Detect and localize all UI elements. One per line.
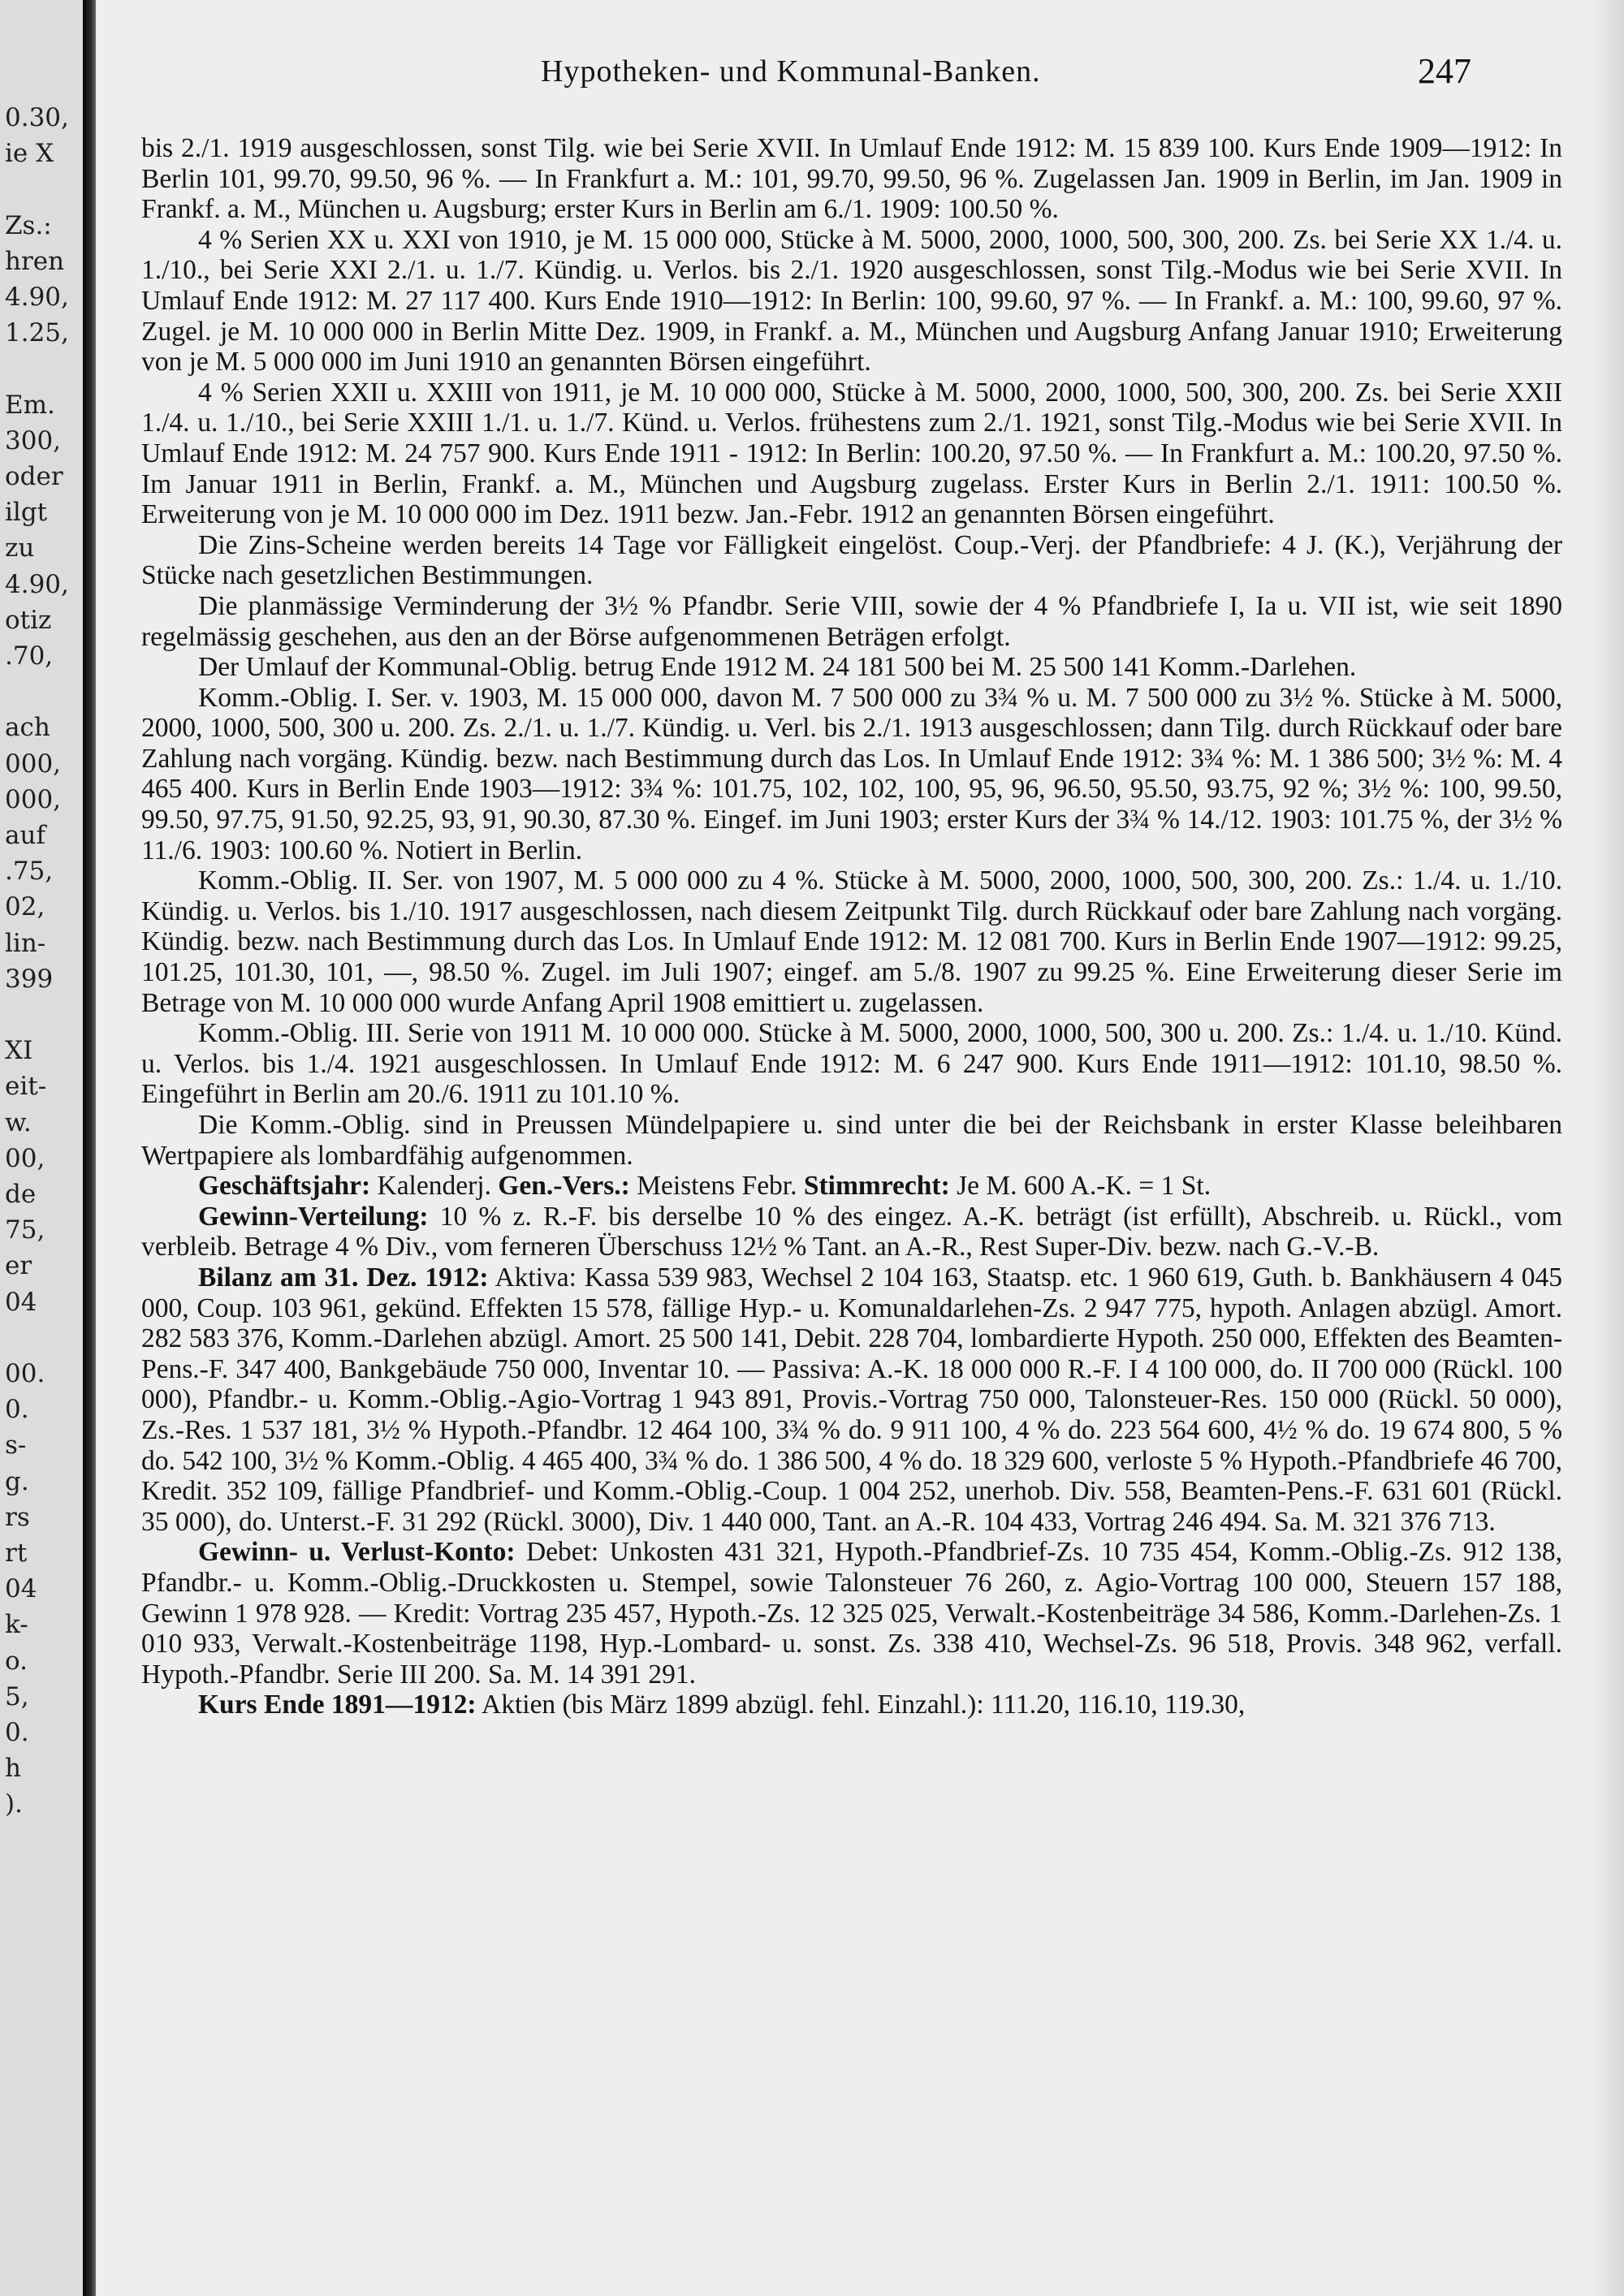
section-heading: Stimmrecht: bbox=[803, 1171, 950, 1202]
margin-fragment: de bbox=[5, 1180, 37, 1209]
paragraph bbox=[141, 591, 1562, 652]
paragraph-text: Die Zins-Scheine werden bereits 14 Tage vor Fälligkeit eingelöst. Coup.-Verj. der Pfandbriefe: 4 J. (K.), Verjährung der Stücke nach gesetzlichen Bestimmungen. bbox=[141, 529, 1562, 591]
margin-fragment: er bbox=[5, 1251, 32, 1281]
running-title: Hypotheken- und Kommunal-Banken. bbox=[541, 54, 1041, 88]
margin-fragment: .75, bbox=[5, 857, 54, 887]
paragraph bbox=[141, 1690, 1562, 1720]
margin-fragment: ilgt bbox=[5, 498, 48, 528]
paragraph-text: Komm.-Oblig. II. Ser. von 1907, M. 5 000 000 zu 4 %. Stücke à M. 5000, 2000, 1000, 500, 300, 200. Zs.: 1./4. u. 1./10. Kündig. u. Verlos. bis 1./10. 1917 ausgeschlossen, nach diesem Zeitpunkt Tilg. durch Rückkauf oder bare Zahlung nach vorgäng. Kündig. bezw. nach Bestimmung durch das Los. In Umlauf Ende 1912: M. 12 081 700. Kurs in Berlin Ende 1907—1912: 99.25, 101.25, 101.30, 101, —, 98.50 %. Zugel. im Juli 1907; eingef. am 5./8. 1907 zu 99.25 %. Eine Erweiterung dieser Serie im Betrage von M. 10 000 000 wurde Anfang April 1908 emittiert u. zugelassen. bbox=[141, 865, 1562, 1018]
paragraph bbox=[141, 225, 1562, 378]
section-heading: Gewinn- u. Verlust-Konto: bbox=[198, 1537, 516, 1568]
margin-fragment: 02, bbox=[5, 892, 45, 922]
margin-fragment: 75, bbox=[5, 1215, 45, 1245]
margin-fragment: 0. bbox=[5, 1395, 29, 1425]
margin-fragment: g. bbox=[5, 1466, 29, 1496]
paragraph-text: Aktiva: Kassa 539 983, Wechsel 2 104 163, Staatsp. etc. 1 960 619, Guth. b. Bankhäusern 4 045 000, Coup. 103 961, gekünd. Effekten 15 578, fällige Hyp.- u. Komunaldarlehen-Zs. 2 947 775, hypoth. Anlagen abzügl. Amort. 282 583 376, Komm.-Darlehen abzügl. Amort. 25 500 141, Debit. 228 704, lombardierte Hypoth. 250 000, Effekten des Beamten-Pens.-F. 347 400, Bankgebäude 750 000, Inventar 10. — Passiva: A.-K. 18 000 000 R.-F. I 4 100 000, do. II 700 000 (Rückl. 100 000), Pfandbr.- u. Komm.-Oblig.-Agio-Vortrag 1 943 891, Provis.-Vortrag 750 000, Talonsteuer-Res. 150 000 (Rückl. 50 000), Zs.-Res. 1 537 181, 3½ % Hypoth.-Pfandbr. 12 464 100, 3¾ % do. 9 911 100, 4 % do. 223 564 600, 4½ % do. 19 674 800, 5 % do. 542 100, 3½ % Komm.-Oblig. 4 465 400, 3¾ % do. 1 386 500, 4 % do. 18 329 600, verloste 5 % Hypoth.-Pfandbriefe 46 700, Kredit. 352 109, fällige Pfandbrief- und Komm.-Oblig.-Coup. 1 004 252, unerhob. Div. 558, Beamten-Pens.-F. 631 601 (Rückl. 35 000), do. Unterst.-F. 31 292 (Rückl. 3000), Div. 1 440 000, Tant. an A.-R. 104 433, Vortrag 246 494. Sa. M. 321 376 713. bbox=[141, 1262, 1562, 1537]
margin-fragment: 0. bbox=[5, 1718, 29, 1747]
paragraph-text: Die planmässige Verminderung der 3½ % Pfandbr. Serie VIII, sowie der 4 % Pfandbriefe I, Ia u. VII ist, wie seit 1890 regelmässig geschehen, aus den an der Börse aufgenommenen Beträgen erfolgt. bbox=[141, 590, 1562, 652]
margin-fragment: 04 bbox=[5, 1574, 37, 1604]
paragraph bbox=[141, 683, 1562, 866]
running-header bbox=[96, 51, 1624, 102]
margin-fragment: zu bbox=[5, 533, 35, 563]
margin-fragment: 1.25, bbox=[5, 318, 69, 348]
section-heading: Gen.-Vers.: bbox=[498, 1171, 630, 1202]
margin-fragment: 300, bbox=[5, 425, 62, 455]
paragraph bbox=[141, 1537, 1562, 1690]
margin-fragment: Em. bbox=[5, 390, 55, 420]
paragraph bbox=[141, 378, 1562, 530]
document-page bbox=[96, 0, 1624, 2296]
section-heading: Bilanz am 31. Dez. 1912: bbox=[198, 1262, 489, 1293]
margin-fragment: auf bbox=[5, 821, 45, 850]
paragraph-text: bis 2./1. 1919 ausgeschlossen, sonst Tilg. wie bei Serie XVII. In Umlauf Ende 1912: M. 15 839 100. Kurs Ende 1909—1912: In Berlin 101, 99.70, 99.50, 96 %. — In Frankfurt a. M.: 101, 99.70, 99.50, 96 %. Zugelassen Jan. 1909 in Berlin, im Jan. 1909 in Frankf. a. M., München u. Augsburg; erster Kurs in Berlin am 6./1. 1909: 100.50 %. bbox=[141, 133, 1562, 225]
page-edge bbox=[1592, 0, 1624, 2296]
margin-fragment: ach bbox=[5, 713, 50, 743]
paragraph-text: 4 % Serien XXII u. XXIII von 1911, je M. 10 000 000, Stücke à M. 5000, 2000, 1000, 500, 300, 200. Zs. bei Serie XXII 1./4. u. 1./10., bei Serie XXIII 1./1. u. 1./7. Künd. u. Verlos. frühestens zum 2./1. 1921, sonst Tilg.-Modus wie bei Serie XVII. In Umlauf Ende 1912: M. 24 757 900. Kurs Ende 1911 - 1912: In Berlin: 100.20, 97.50 %. — In Frankfurt a. M.: 100.20, 97.50 %. Im Januar 1911 in Berlin, Frankf. a. M., München und Augsburg zugelass. Erster Kurs in Berlin 2./1. 1911: 100.50 %. Erweiterung von je M. 10 000 000 im Dez. 1911 bezw. Jan.-Febr. 1912 an genannten Börsen eingeführt. bbox=[141, 377, 1562, 530]
paragraph bbox=[141, 1018, 1562, 1110]
paragraph-text: Komm.-Oblig. I. Ser. v. 1903, M. 15 000 000, davon M. 7 500 000 zu 3¾ % u. M. 7 500 000 zu 3½ %. Stücke à M. 5000, 2000, 1000, 500, 300 u. 200. Zs. 2./1. u. 1./7. Kündig. u. Verl. bis 2./1. 1913 ausgeschlossen; dann Tilg. durch Rückkauf oder bare Zahlung nach vorgäng. Kündig. bezw. nach Bestimmung durch das Los. In Umlauf Ende 1912: 3¾ %: M. 1 386 500; 3½ %: M. 4 465 400. Kurs in Berlin Ende 1903—1912: 3¾ %: 101.75, 102, 102, 100, 95, 96, 96.50, 95.50, 93.75, 92 %; 3½ %: 100, 99.50, 99.50, 97.75, 91.50, 92.25, 93, 91, 90.30, 87.30 %. Eingef. im Juni 1903; erster Kurs der 3¾ % 14./12. 1903: 101.75 %, der 3½ % 11./6. 1903: 100.60 %. Notiert in Berlin. bbox=[141, 682, 1562, 865]
section-heading: Kurs Ende 1891—1912: bbox=[198, 1690, 477, 1720]
page-number: 247 bbox=[1418, 51, 1471, 91]
margin-fragment: ). bbox=[5, 1789, 23, 1819]
paragraph bbox=[141, 1110, 1562, 1171]
paragraph bbox=[141, 865, 1562, 1018]
margin-fragment: hren bbox=[5, 246, 65, 276]
margin-fragment: 0.30, bbox=[5, 103, 69, 132]
paragraph-text: Meistens Febr. bbox=[629, 1171, 804, 1202]
previous-page-margin bbox=[0, 0, 83, 2296]
margin-fragment: h bbox=[5, 1754, 21, 1784]
margin-fragment: 00. bbox=[5, 1359, 45, 1388]
margin-fragment: .70, bbox=[5, 641, 54, 671]
margin-fragment: s- bbox=[5, 1431, 27, 1461]
paragraph-text: Je M. 600 A.-K. = 1 St. bbox=[949, 1171, 1212, 1202]
paragraph-text: Aktien (bis März 1899 abzügl. fehl. Einzahl.): 111.20, 116.10, 119.30, bbox=[476, 1690, 1246, 1720]
margin-fragment: 4.90, bbox=[5, 283, 69, 312]
margin-fragment: oder bbox=[5, 462, 63, 491]
margin-fragment: otiz bbox=[5, 605, 52, 635]
section-heading: Gewinn-Verteilung: bbox=[198, 1201, 429, 1232]
paragraph bbox=[141, 1262, 1562, 1537]
margin-fragment: 399 bbox=[5, 964, 54, 994]
margin-fragment: rt bbox=[5, 1539, 28, 1568]
paragraph-text: 4 % Serien XX u. XXI von 1910, je M. 15 000 000, Stücke à M. 5000, 2000, 1000, 500, 300, 200. Zs. bei Serie XX 1./4. u. 1./10., bei Serie XXI 2./1. u. 1./7. Kündig. u. Verlos. bis 2./1. 1920 ausgeschlossen, sonst Tilg.-Modus wie bei Serie XVII. In Umlauf Ende 1912: M. 27 117 400. Kurs Ende 1910—1912: In Berlin: 100, 99.60, 97 %. — In Frankf. a. M.: 100, 99.60, 97 %. Zugel. je M. 10 000 000 in Berlin Mitte Dez. 1909, in Frankf. a. M., München und Augsburg Anfang Januar 1910; Erweiterung von je M. 5 000 000 im Juni 1910 an genannten Börsen eingeführt. bbox=[141, 224, 1562, 378]
margin-fragment: 000, bbox=[5, 749, 62, 779]
book-gutter bbox=[83, 0, 96, 2296]
margin-fragment: lin- bbox=[5, 928, 46, 958]
paragraph-text: Der Umlauf der Kommunal-Oblig. betrug Ende 1912 M. 24 181 500 bei M. 25 500 141 Komm.-Darlehen. bbox=[198, 652, 1357, 683]
paragraph-text: Die Komm.-Oblig. sind in Preussen Mündelpapiere u. sind unter die bei der Reichsbank in erster Klasse beleihbaren Wertpapiere als lombardfähig aufgenommen. bbox=[141, 1110, 1562, 1171]
paragraph bbox=[141, 133, 1562, 225]
paragraph bbox=[141, 1171, 1562, 1202]
paragraph-text: Komm.-Oblig. III. Serie von 1911 M. 10 000 000. Stücke à M. 5000, 2000, 1000, 500, 300 u. 200. Zs.: 1./4. u. 1./10. Künd. u. Verlos. bis 1./4. 1921 ausgeschlossen. In Umlauf Ende 1912: M. 6 247 900. Kurs Ende 1911—1912: 101.10, 98.50 %. Eingeführt in Berlin am 20./6. 1911 zu 101.10 %. bbox=[141, 1018, 1562, 1110]
margin-fragment: 4.90, bbox=[5, 569, 69, 599]
paragraph bbox=[141, 652, 1562, 683]
margin-fragment: ie X bbox=[5, 139, 54, 169]
margin-fragment: XI bbox=[5, 1036, 33, 1066]
paragraph-text: 10 % z. R.-F. bis derselbe 10 % des eingez. A.-K. beträgt (ist erfüllt), Abschreib. u. Rückl., vom verbleib. Betrage 4 % Div., vom ferneren Überschuss 12½ % Tant. an A.-R., Rest Super-Div. bezw. nach G.-V.-B. bbox=[141, 1201, 1562, 1262]
margin-fragment: w. bbox=[5, 1107, 32, 1137]
paragraph-text: Kalenderj. bbox=[370, 1171, 499, 1202]
margin-fragment: rs bbox=[5, 1502, 30, 1532]
paragraph bbox=[141, 530, 1562, 591]
margin-fragment: o. bbox=[5, 1646, 28, 1676]
body-text bbox=[141, 133, 1562, 1720]
margin-fragment: Zs.: bbox=[5, 210, 52, 240]
paragraph-text: Debet: Unkosten 431 321, Hypoth.-Pfandbrief-Zs. 10 735 454, Komm.-Oblig.-Zs. 912 138, Pfandbr.- u. Komm.-Oblig.-Druckkosten u. Stempel, sowie Talonsteuer 76 260, z. Agio-Vortrag 100 000, Steuern 157 188, Gewinn 1 978 928. — Kredit: Vortrag 235 457, Hypoth.-Zs. 12 325 025, Verwalt.-Kostenbeiträge 34 586, Komm.-Darlehen-Zs. 1 010 933, Verwalt.-Kostenbeiträge 1198, Hyp.-Lombard- u. sonst. Zs. 338 410, Wechsel-Zs. 96 518, Provis. 348 962, verfall. Hypoth.-Pfandbr. Serie III 200. Sa. M. 14 391 291. bbox=[141, 1537, 1562, 1690]
margin-fragment: eit- bbox=[5, 1072, 47, 1102]
section-heading: Geschäftsjahr: bbox=[198, 1171, 371, 1202]
margin-fragment: 000, bbox=[5, 784, 62, 814]
margin-fragment: k- bbox=[5, 1610, 28, 1640]
paragraph bbox=[141, 1202, 1562, 1262]
margin-fragment: 04 bbox=[5, 1287, 37, 1317]
margin-fragment: 00, bbox=[5, 1143, 45, 1173]
margin-fragment: 5, bbox=[5, 1681, 29, 1711]
